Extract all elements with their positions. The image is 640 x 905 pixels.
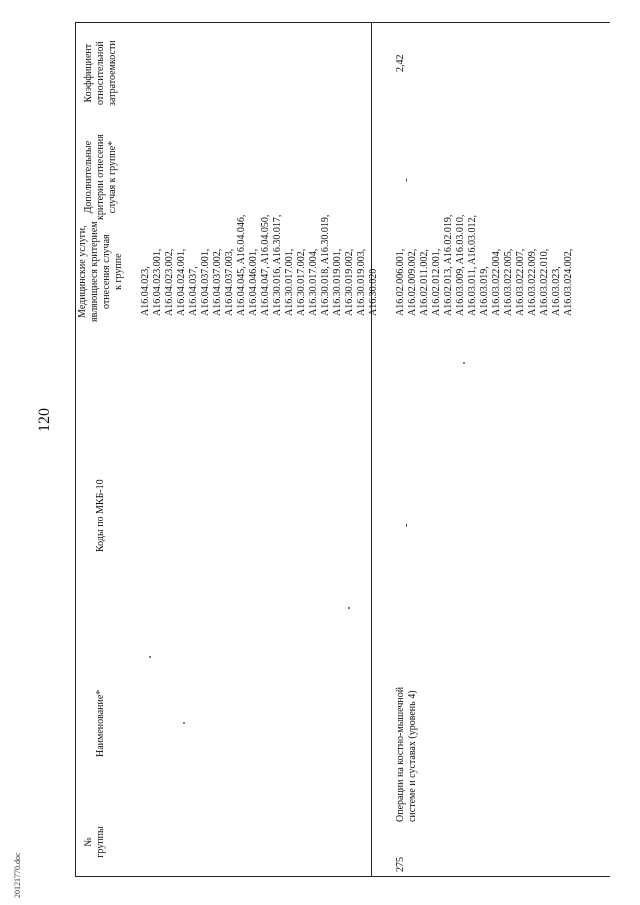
group-name-275: Операции на костно-мышечной системе и суставах (уровень 4) <box>395 686 418 822</box>
service-code-line: A16.30.020 <box>368 268 379 316</box>
table-border-bottom <box>75 876 610 877</box>
service-code-line: A16.03.011, A16.03.012, <box>467 214 478 316</box>
header-name: Наименование* <box>95 689 106 757</box>
service-code-line: A16.30.017.001, <box>284 248 295 316</box>
service-code-line: A16.04.047, A16.04.050, <box>260 214 271 316</box>
continued-services-divider <box>371 22 372 876</box>
service-code-line: A16.03.019, <box>479 266 490 316</box>
scan-speck <box>183 722 185 724</box>
service-code-line: A16.03.023, <box>551 266 562 316</box>
coefficient-275: 2,42 <box>395 54 406 72</box>
service-code-line: A16.30.019.002, <box>344 248 355 316</box>
mkb-codes-275: - <box>401 523 412 527</box>
service-code-line: A16.04.037, <box>188 266 199 316</box>
service-code-line: A16.02.009.002, <box>407 248 418 316</box>
continued-services-list <box>140 215 380 316</box>
header-additional-criteria: Дополнительные критерии отнесения случая к группе* <box>83 134 118 220</box>
extra-criteria-275: - <box>401 178 412 182</box>
page-number: 120 <box>36 408 53 432</box>
service-code-line: A16.03.022.010, <box>539 248 550 316</box>
footer-filename: 20121770.doc <box>13 852 22 898</box>
table-border-top <box>75 22 610 23</box>
service-code-line: A16.04.023.001, <box>152 248 163 316</box>
service-code-line: A16.30.019.001, <box>332 248 343 316</box>
service-code-line: A16.02.013, A16.02.019, <box>443 214 454 316</box>
service-code-line: A16.04.037.001, <box>200 248 211 316</box>
header-divider <box>75 22 76 876</box>
scan-speck <box>348 607 350 609</box>
header-medical-services: Медицинские услуги, являющиеся критерием отнесения случая к группе <box>77 221 124 322</box>
service-code-line: A16.04.037.002, <box>212 248 223 316</box>
service-code-line: A16.30.018, A16.30.019, <box>320 214 331 316</box>
service-code-line: A16.04.024.001, <box>176 248 187 316</box>
service-code-line: A16.04.045, A16.04.046, <box>236 214 247 316</box>
service-code-line: A16.30.016, A16.30.017, <box>272 214 283 316</box>
service-code-line: A16.04.046.001, <box>248 248 259 316</box>
service-code-line: A16.02.012.001, <box>431 248 442 316</box>
service-code-line: A16.03.022.007, <box>515 248 526 316</box>
scan-speck <box>463 362 465 364</box>
header-group-number: № группы <box>83 826 106 858</box>
group-number-275: 275 <box>395 857 406 872</box>
service-code-line: A16.03.022.004, <box>491 248 502 316</box>
service-code-line: A16.04.037.003, <box>224 248 235 316</box>
service-code-line: A16.04.023, <box>140 266 151 316</box>
service-code-line: A16.04.023.002, <box>164 248 175 316</box>
services-list-275 <box>395 215 575 316</box>
service-code-line: A16.03.024.002, <box>563 248 574 316</box>
service-code-line: A16.30.019.003, <box>356 248 367 316</box>
scan-speck <box>149 656 151 658</box>
service-code-line: A16.03.022.005, <box>503 248 514 316</box>
service-code-line: A16.03.022.009, <box>527 248 538 316</box>
service-code-line: A16.03.009, A16.03.010, <box>455 214 466 316</box>
service-code-line: A16.02.006.001, <box>395 248 406 316</box>
document-table <box>75 22 610 876</box>
service-code-line: A16.30.017.002, <box>296 248 307 316</box>
service-code-line: A16.02.011.002, <box>419 249 430 316</box>
header-mkb-codes: Коды по МКБ-10 <box>95 479 106 552</box>
service-code-line: A16.30.017.004, <box>308 248 319 316</box>
header-coefficient: Коэффициент относительной затратоемкости <box>83 40 118 106</box>
